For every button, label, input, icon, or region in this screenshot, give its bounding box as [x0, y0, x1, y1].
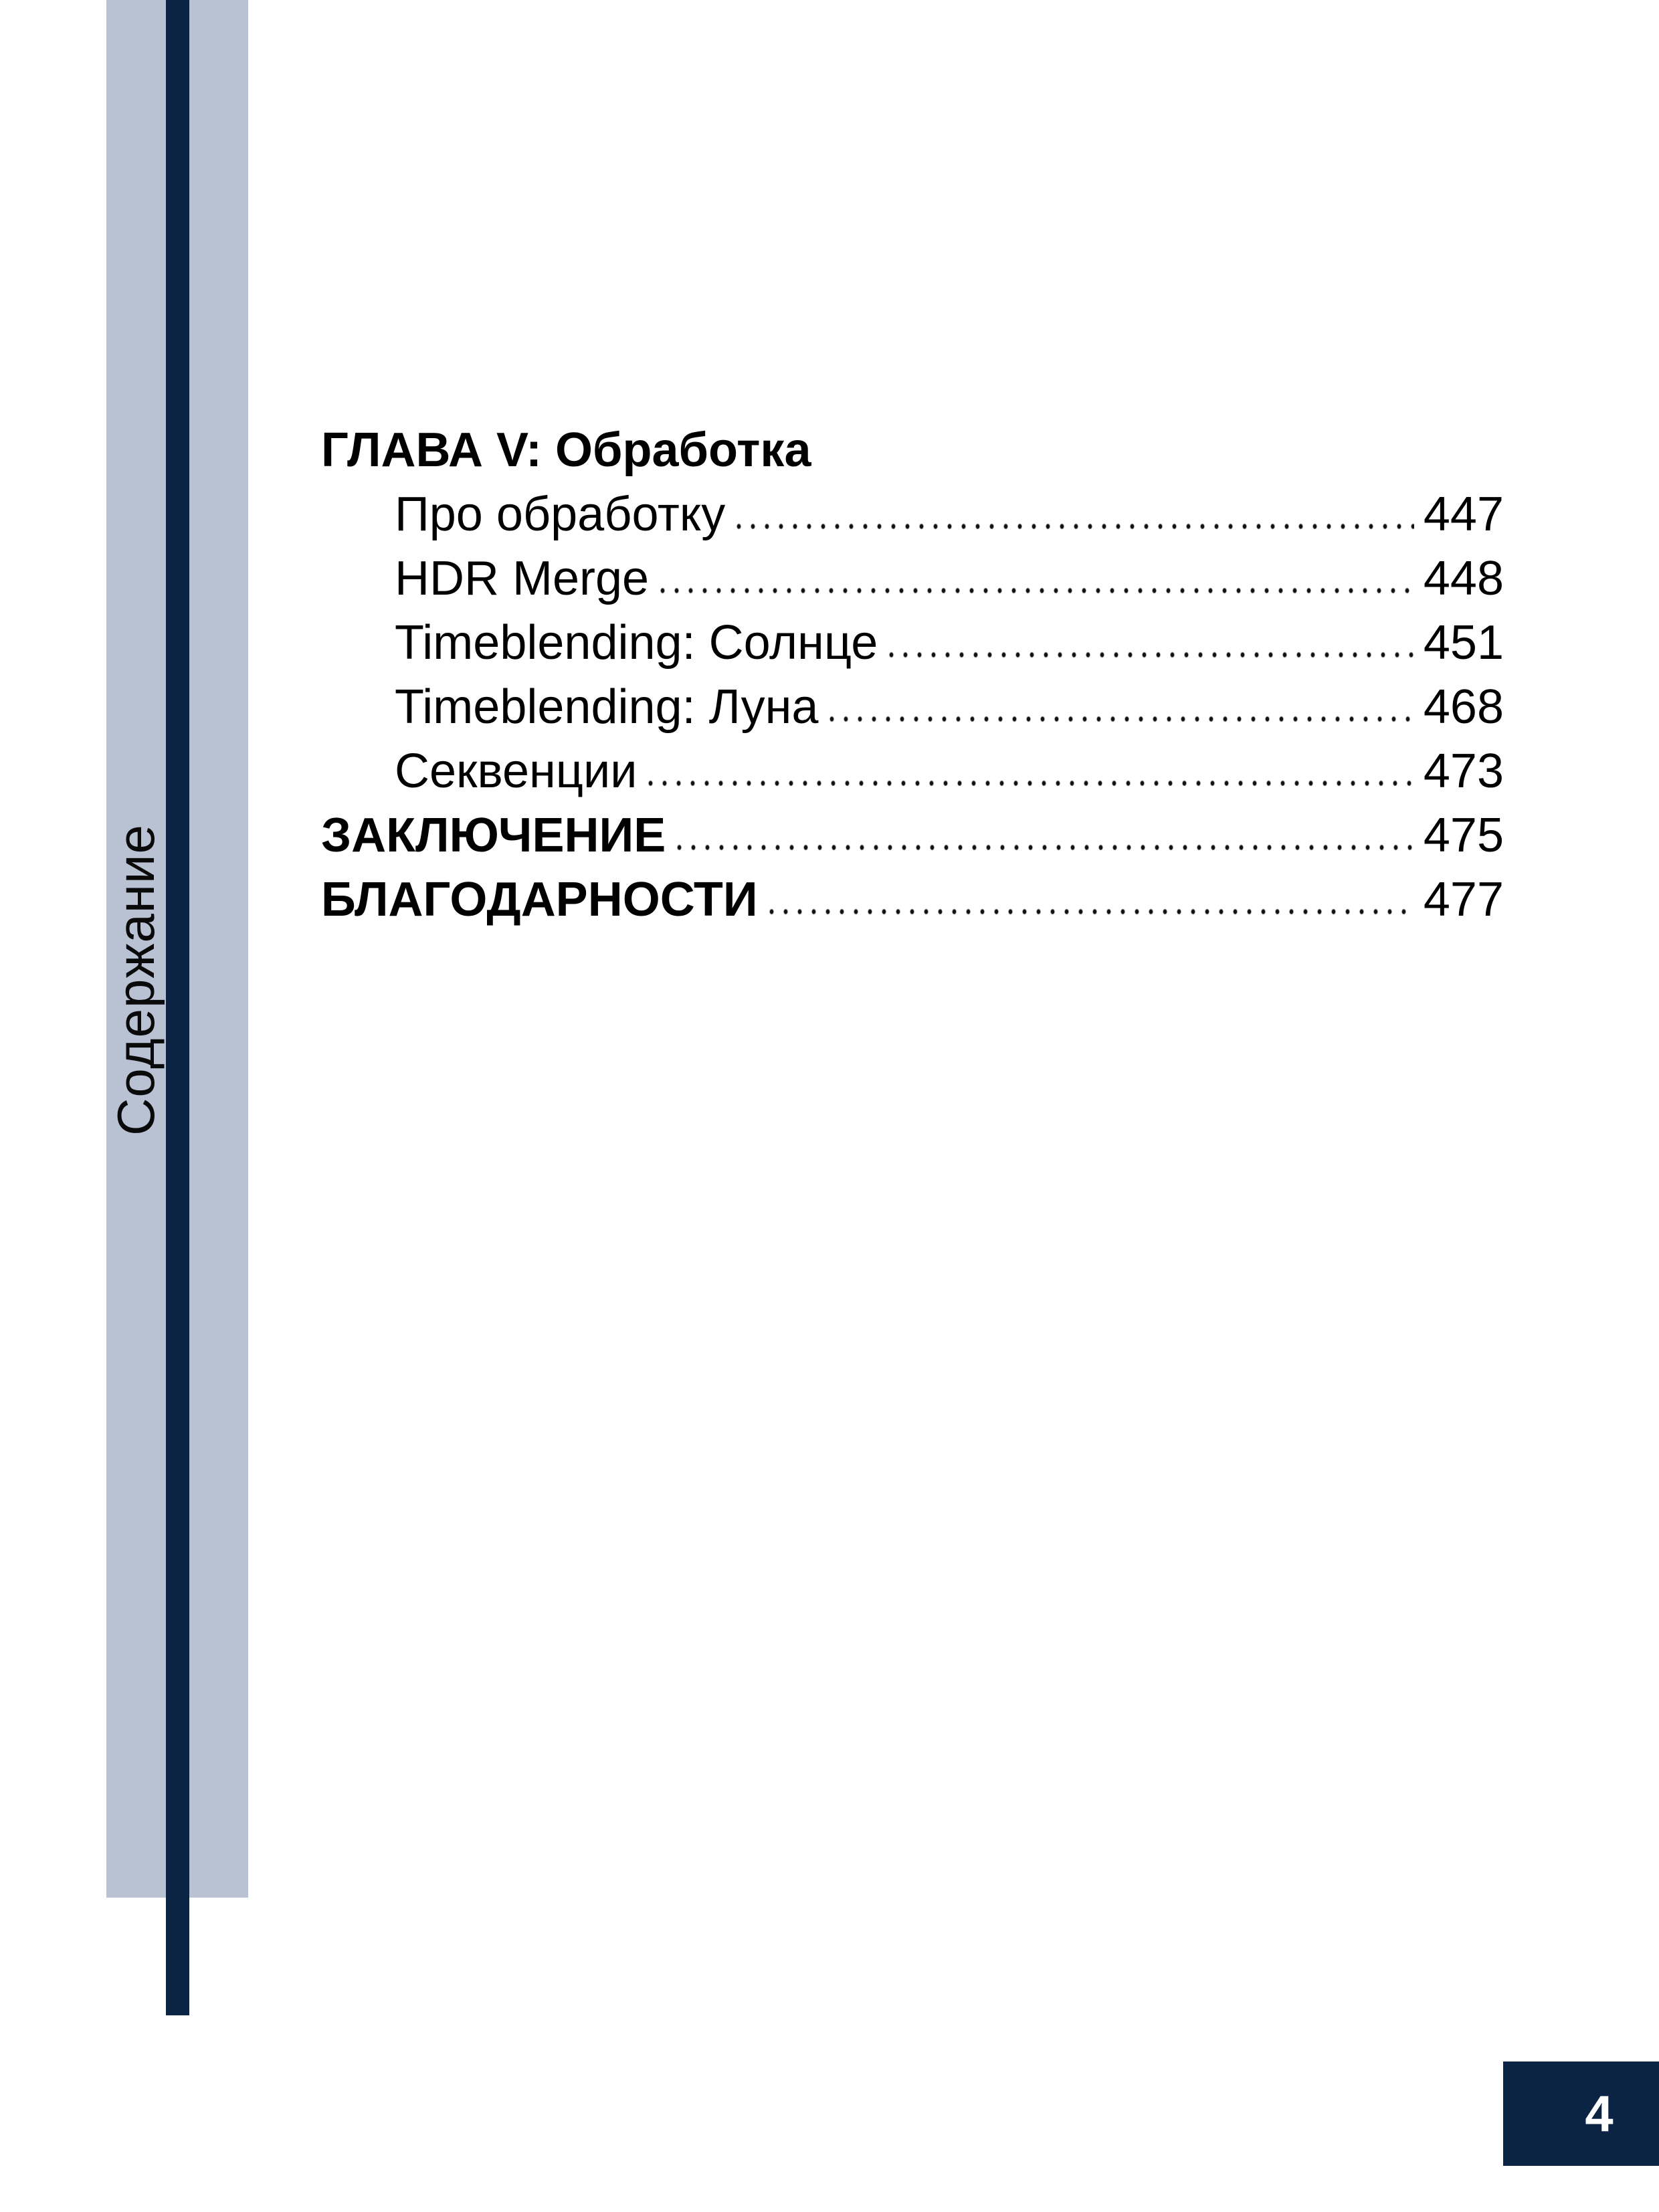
toc-entry-label: Timeblending: Солнце	[395, 616, 878, 670]
sidebar-accent-stripe	[166, 0, 189, 2015]
dot-leader	[769, 907, 1414, 916]
toc-entry-label: Про обработку	[395, 488, 726, 541]
toc-entry-label: Timeblending: Луна	[395, 680, 819, 734]
dot-leader	[888, 650, 1414, 659]
toc-entry-page-number: 473	[1423, 744, 1504, 798]
toc-entry[interactable]	[321, 482, 1504, 546]
toc-entry-label: Секвенции	[395, 744, 638, 798]
toc-entry-label: HDR Merge	[395, 552, 650, 605]
toc-entry-page-number: 451	[1423, 616, 1504, 670]
toc-entry[interactable]	[321, 611, 1504, 675]
page-number: 4	[1585, 2085, 1614, 2142]
dot-leader	[676, 843, 1414, 851]
toc-entry-page-number: 447	[1423, 488, 1504, 541]
contents-spine-label: Содержание	[106, 824, 165, 1136]
toc-entry[interactable]	[321, 803, 1504, 868]
toc-entry[interactable]	[321, 868, 1504, 932]
toc-chapter-heading: ГЛАВА V: Обработка	[321, 423, 811, 477]
toc-entry-page-number: 448	[1423, 552, 1504, 605]
toc-entry[interactable]	[321, 739, 1504, 803]
toc-entry-list	[321, 482, 1504, 932]
table-of-contents	[321, 418, 1504, 932]
dot-leader	[648, 779, 1413, 787]
toc-entry-page-number: 477	[1423, 873, 1504, 926]
dot-leader	[736, 522, 1414, 530]
dot-leader	[660, 586, 1414, 595]
toc-entry-label: ЗАКЛЮЧЕНИЕ	[321, 809, 666, 862]
toc-entry-label: БЛАГОДАРНОСТИ	[321, 873, 758, 926]
toc-entry[interactable]	[321, 546, 1504, 611]
dot-leader	[829, 714, 1413, 723]
toc-entry[interactable]	[321, 675, 1504, 739]
page-number-badge	[1503, 2062, 1659, 2166]
toc-entry-page-number: 475	[1423, 809, 1504, 862]
toc-entry-page-number: 468	[1423, 680, 1504, 734]
